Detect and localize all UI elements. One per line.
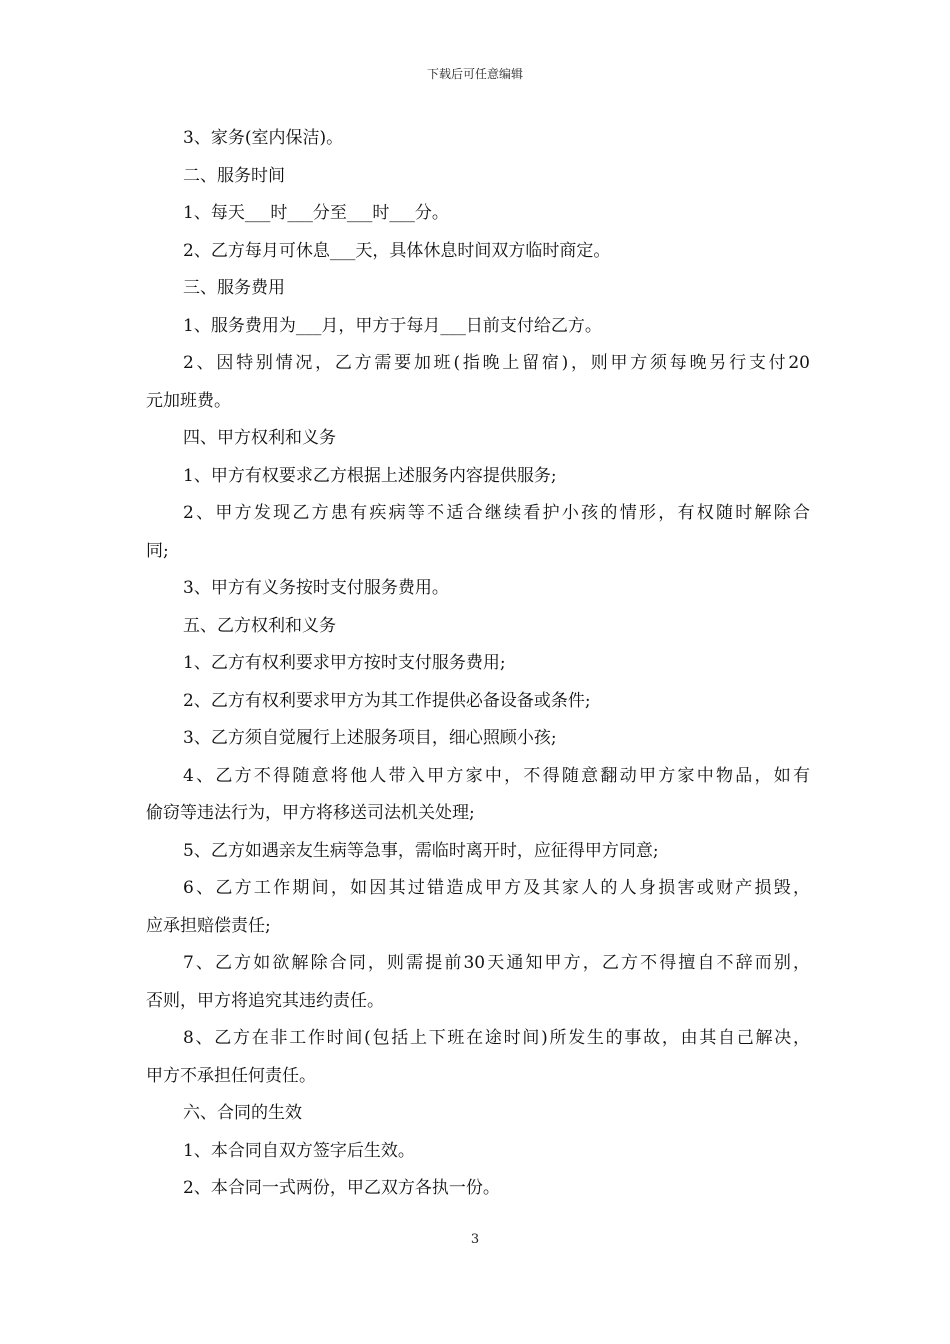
clause-line-continuation: 元加班费。 [146, 390, 231, 411]
document-body [146, 120, 810, 1208]
clause-line: 5、乙方如遇亲友生病等急事，需临时离开时，应征得甲方同意; [183, 840, 659, 861]
clause-line-continuation: 应承担赔偿责任; [146, 915, 271, 936]
section-heading: 二、服务时间 [183, 165, 285, 186]
clause-line-continuation: 甲方不承担任何责任。 [146, 1065, 316, 1086]
clause-line: 2、乙方有权利要求甲方为其工作提供必备设备或条件; [183, 690, 591, 711]
clause-line: 2、本合同一式两份，甲乙双方各执一份。 [183, 1178, 500, 1198]
clause-line: 3、乙方须自觉履行上述服务项目，细心照顾小孩; [183, 728, 557, 748]
clause-line: 1、每天___时___分至___时___分。 [183, 203, 449, 223]
page-number: 3 [470, 1232, 480, 1247]
clause-line: 1、本合同自双方签字后生效。 [183, 1140, 415, 1161]
clause-line: 7、乙方如欲解除合同，则需提前30天通知甲方，乙方不得擅自不辞而别， [183, 953, 810, 973]
clause-line: 2、因特别情况，乙方需要加班(指晚上留宿)，则甲方须每晚另行支付20 [183, 353, 810, 373]
section-heading: 三、服务费用 [183, 278, 285, 298]
clause-line: 1、甲方有权要求乙方根据上述服务内容提供服务; [183, 465, 557, 486]
clause-line-continuation: 否则，甲方将追究其违约责任。 [146, 990, 384, 1011]
clause-line: 6、乙方工作期间，如因其过错造成甲方及其家人的人身损害或财产损毁， [183, 878, 810, 898]
clause-line: 4、乙方不得随意将他人带入甲方家中，不得随意翻动甲方家中物品，如有 [183, 765, 810, 786]
clause-line-continuation: 同; [146, 540, 169, 561]
clause-line: 2、甲方发现乙方患有疾病等不适合继续看护小孩的情形，有权随时解除合 [183, 503, 810, 523]
page-header: 下载后可任意编辑 [426, 67, 523, 81]
section-heading: 五、乙方权利和义务 [183, 615, 336, 636]
clause-line: 3、家务(室内保洁)。 [183, 128, 344, 148]
clause-line: 3、甲方有义务按时支付服务费用。 [183, 578, 449, 598]
section-heading: 四、甲方权利和义务 [183, 428, 336, 448]
clause-line: 1、服务费用为___月，甲方于每月___日前支付给乙方。 [183, 315, 602, 336]
clause-line-continuation: 偷窃等违法行为，甲方将移送司法机关处理; [146, 803, 475, 823]
section-heading: 六、合同的生效 [183, 1103, 302, 1123]
clause-line: 2、乙方每月可休息___天，具体休息时间双方临时商定。 [183, 240, 611, 261]
clause-line: 8、乙方在非工作时间(包括上下班在途时间)所发生的事故，由其自己解决， [183, 1028, 810, 1048]
clause-line: 1、乙方有权利要求甲方按时支付服务费用; [183, 653, 506, 673]
